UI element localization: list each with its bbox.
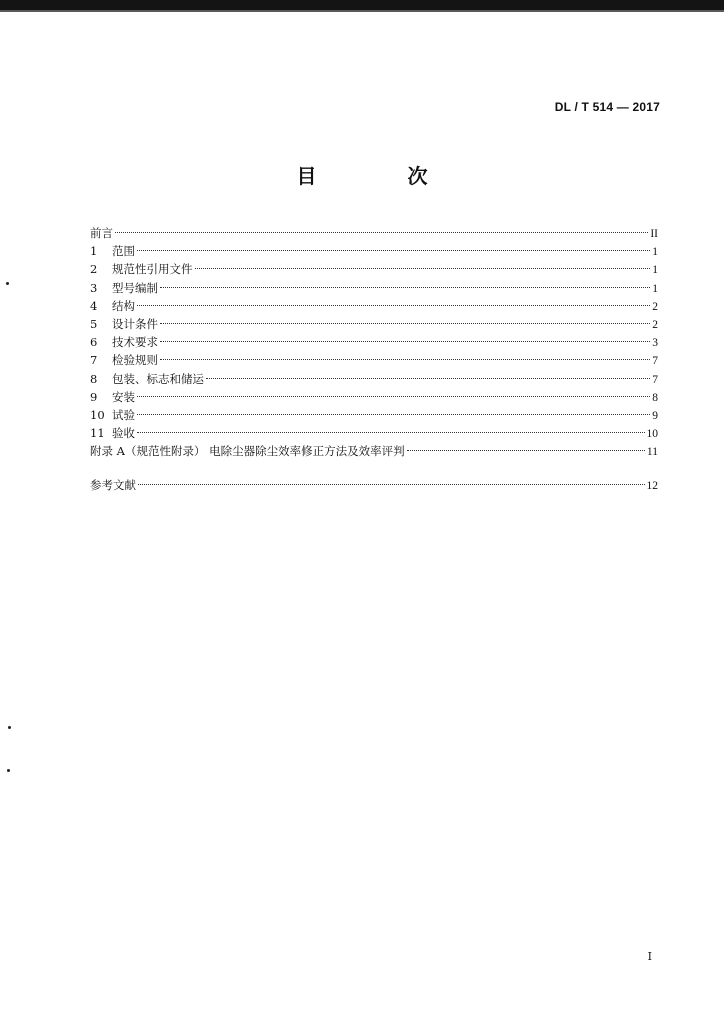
toc-entry-number: 5	[90, 316, 98, 331]
toc-entry-number: 8	[90, 371, 98, 386]
toc-entry-2[interactable]	[90, 260, 658, 278]
toc-entry-label: 检验规则	[112, 353, 158, 368]
toc-leader-dots	[195, 268, 651, 269]
toc-leader-dots	[206, 378, 650, 379]
toc-entry-label: 设计条件	[112, 316, 158, 331]
toc-leader-dots	[407, 450, 645, 451]
toc-entry-label: 参考文献	[90, 478, 136, 493]
toc-entry-label: 验收	[112, 426, 135, 441]
toc-entry-label: 范围	[112, 244, 135, 259]
toc-entry-label: 技术要求	[112, 335, 158, 350]
toc-entry-page: 10	[646, 428, 658, 441]
toc-entry-label: 规范性引用文件	[112, 262, 193, 277]
toc-entry-number: 10	[90, 407, 105, 422]
toc-entry-page: 1	[652, 264, 658, 277]
toc-entry-page: 2	[652, 318, 658, 331]
toc-entry-label: 型号编制	[112, 280, 158, 295]
toc-title: 目 次	[296, 164, 470, 188]
standard-number: DL / T 514 — 2017	[554, 100, 660, 114]
toc-entry-label: 前言	[90, 226, 113, 240]
toc-entry-9[interactable]	[90, 388, 658, 406]
toc-entry-3[interactable]	[90, 279, 658, 297]
toc-entry-5[interactable]	[90, 315, 658, 333]
top-border-shadow	[0, 10, 724, 12]
toc-leader-dots	[115, 232, 648, 233]
toc-leader-dots	[160, 341, 650, 342]
toc-entry-page: 8	[652, 391, 658, 404]
toc-entry-foreword[interactable]	[90, 224, 658, 242]
toc-entry-number: 7	[90, 353, 98, 368]
toc-entry-10[interactable]	[90, 406, 658, 424]
toc-entry-page: 9	[652, 409, 658, 422]
scan-speck	[6, 282, 9, 285]
toc-entry-page: 2	[652, 300, 658, 313]
table-of-contents	[90, 224, 658, 495]
scan-speck	[8, 726, 11, 729]
toc-leader-dots	[160, 323, 650, 324]
toc-entry-page: 12	[646, 480, 658, 493]
toc-entry-page: 1	[652, 246, 658, 259]
toc-entry-11[interactable]	[90, 424, 658, 442]
toc-entry-8[interactable]	[90, 370, 658, 388]
toc-entry-label: 安装	[112, 389, 135, 404]
toc-entry-number: 2	[90, 262, 98, 277]
toc-leader-dots	[137, 305, 650, 306]
scan-speck	[7, 769, 10, 772]
toc-entry-label: 附录 A（规范性附录） 电除尘器除尘效率修正方法及效率评判	[90, 444, 405, 459]
toc-entry-label: 试验	[112, 407, 135, 422]
toc-entry-number: 11	[90, 426, 105, 441]
toc-entry-number: 4	[90, 298, 98, 313]
toc-entry-appendix-a[interactable]	[90, 442, 658, 460]
toc-entry-label: 结构	[112, 298, 135, 313]
toc-entry-7[interactable]	[90, 351, 658, 369]
toc-leader-dots	[137, 432, 645, 433]
toc-entry-page: 1	[652, 282, 658, 295]
toc-leader-dots	[160, 287, 650, 288]
toc-entry-number: 3	[90, 280, 98, 295]
top-border-rule	[0, 0, 724, 10]
toc-entry-page: 7	[652, 373, 658, 386]
toc-entry-references[interactable]	[90, 476, 658, 494]
toc-entry-page: II	[650, 228, 658, 240]
toc-entry-number: 6	[90, 335, 98, 350]
page-number: I	[647, 950, 652, 963]
toc-entry-6[interactable]	[90, 333, 658, 351]
toc-entry-1[interactable]	[90, 242, 658, 260]
toc-leader-dots	[137, 250, 650, 251]
toc-entry-page: 7	[652, 355, 658, 368]
toc-entry-label: 包装、标志和储运	[112, 371, 204, 386]
toc-leader-dots	[160, 359, 650, 360]
toc-entry-number: 1	[90, 244, 98, 259]
toc-entry-number: 9	[90, 389, 98, 404]
toc-leader-dots	[137, 414, 650, 415]
toc-entry-page: 11	[646, 446, 658, 459]
toc-leader-dots	[137, 396, 650, 397]
toc-entry-4[interactable]	[90, 297, 658, 315]
toc-leader-dots	[138, 484, 645, 485]
toc-entry-page: 3	[652, 337, 658, 350]
